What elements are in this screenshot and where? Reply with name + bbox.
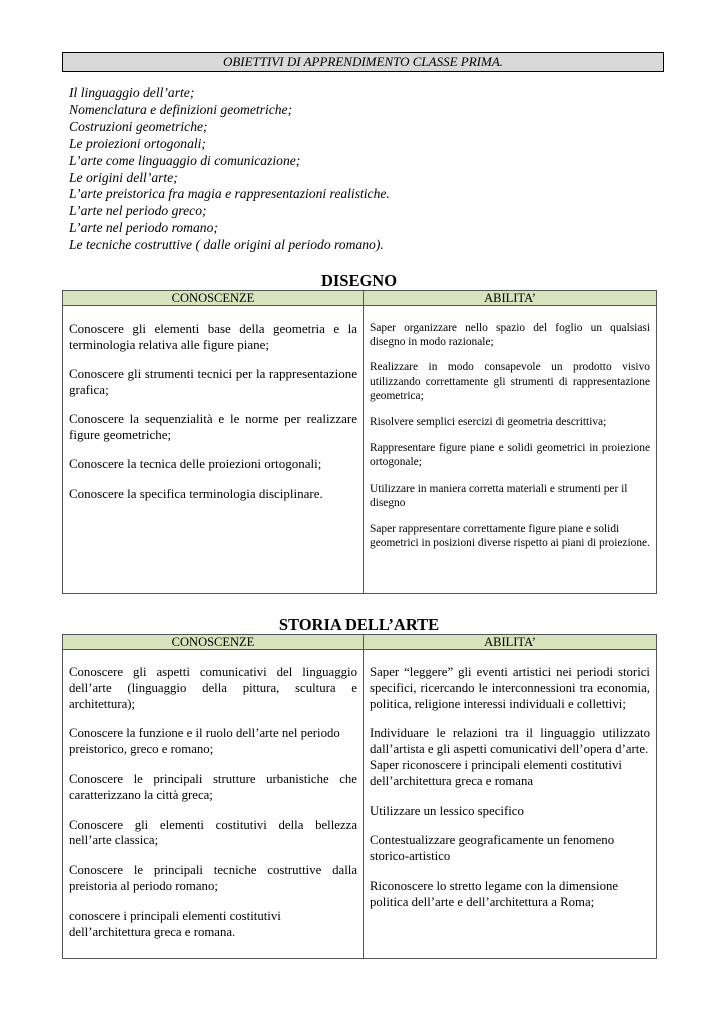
column-header-abilita: ABILITA’ [364, 635, 657, 650]
column-header-conoscenze: CONOSCENZE [63, 635, 364, 650]
list-item: Utilizzare in maniera corretta materiali e strumenti per il disegno [370, 482, 628, 509]
topic-item: Il linguaggio dell’arte; [69, 85, 195, 100]
storia-abilita-cell [364, 650, 657, 959]
disegno-table [62, 290, 657, 594]
list-item: Conoscere le principali tecniche costruttive dalla preistoria al periodo romano; [69, 863, 357, 893]
list-item: Conoscere le principali strutture urbanistiche che caratterizzano la città greca; [69, 771, 357, 802]
list-item: Conoscere la sequenzialità e le norme per realizzare figure geometriche; [69, 411, 357, 442]
topic-item: L’arte nel periodo greco; [69, 203, 207, 219]
section-title-disegno: DISEGNO [320, 271, 398, 290]
list-item: Conoscere gli aspetti comunicativi del linguaggio dell’arte (linguaggio della pittura, scultura e architettura); [69, 665, 357, 711]
topic-item: L’arte come linguaggio di comunicazione; [69, 152, 301, 168]
storia-table [62, 634, 657, 959]
list-item: Saper rappresentare correttamente figure piane e solidi geometrici in posizioni diverse rispetto ai piani di proiezione. [370, 523, 650, 550]
disegno-abilita-cell [364, 306, 657, 594]
disegno-conoscenze-cell [63, 306, 364, 594]
list-item: Conoscere gli elementi base della geometria e la terminologia relativa alle figure piane; [69, 321, 357, 352]
list-item: Contestualizzare geograficamente un fenomeno storico-artistico [370, 833, 615, 864]
list-item: Conoscere la tecnica delle proiezioni ortogonali; [69, 456, 322, 471]
list-item: Individuare le relazioni tra il linguaggio utilizzato dall’artista e gli aspetti comunicativi dell’opera d’arte. [370, 726, 650, 757]
topic-item: L’arte preistorica fra magia e rappresentazioni realistiche. [69, 186, 390, 202]
list-item: Conoscere gli strumenti tecnici per la rappresentazione grafica; [69, 366, 357, 397]
list-item: Saper “leggere” gli eventi artistici nei periodi storici specifici, ricercando le interconnessioni tra economia, politica, religione interessi individuali e collettivi; [370, 665, 650, 711]
list-item: Conoscere la specifica terminologia disciplinare. [69, 486, 323, 501]
topics-list [69, 85, 669, 254]
topic-item: Costruzioni geometriche; [69, 118, 208, 134]
list-item: Conoscere la funzione e il ruolo dell’arte nel periodo preistorico, greco e romano; [69, 726, 340, 757]
list-item: Saper riconoscere i principali elementi costitutivi dell’architettura greca e romana [370, 757, 622, 788]
list-item: Saper organizzare nello spazio del foglio un qualsiasi disegno in modo razionale; [370, 322, 650, 349]
column-header-abilita: ABILITA’ [364, 291, 657, 306]
column-header-conoscenze: CONOSCENZE [63, 291, 364, 306]
list-item: Conoscere gli elementi costitutivi della bellezza nell’arte classica; [69, 817, 357, 848]
topic-item: Nomenclatura e definizioni geometriche; [69, 101, 293, 117]
list-item: Riconoscere lo stretto legame con la dimensione politica dell’arte e dell’architettura a Roma; [370, 878, 619, 909]
topic-item: Le origini dell’arte; [69, 169, 178, 185]
list-item: conoscere i principali elementi costitutivi dell’architettura greca e romana. [69, 908, 281, 939]
list-item: Utilizzare un lessico specifico [370, 803, 524, 818]
list-item: Rappresentare figure piane e solidi geometrici in proiezione ortogonale; [370, 442, 650, 469]
topic-item: Le tecniche costruttive ( dalle origini al periodo romano). [69, 237, 384, 253]
topic-item: Le proiezioni ortogonali; [69, 135, 206, 151]
page-title: OBIETTIVI DI APPRENDIMENTO CLASSE PRIMA. [62, 52, 664, 72]
section-title-storia: STORIA DELL’ARTE [278, 615, 440, 634]
list-item: Risolvere semplici esercizi di geometria descrittiva; [370, 416, 607, 429]
list-item: Realizzare in modo consapevole un prodotto visivo utilizzando correttamente gli strumenti di rappresentazione geometrica; [370, 361, 650, 402]
topic-item: L’arte nel periodo romano; [69, 220, 218, 236]
storia-conoscenze-cell [63, 650, 364, 959]
